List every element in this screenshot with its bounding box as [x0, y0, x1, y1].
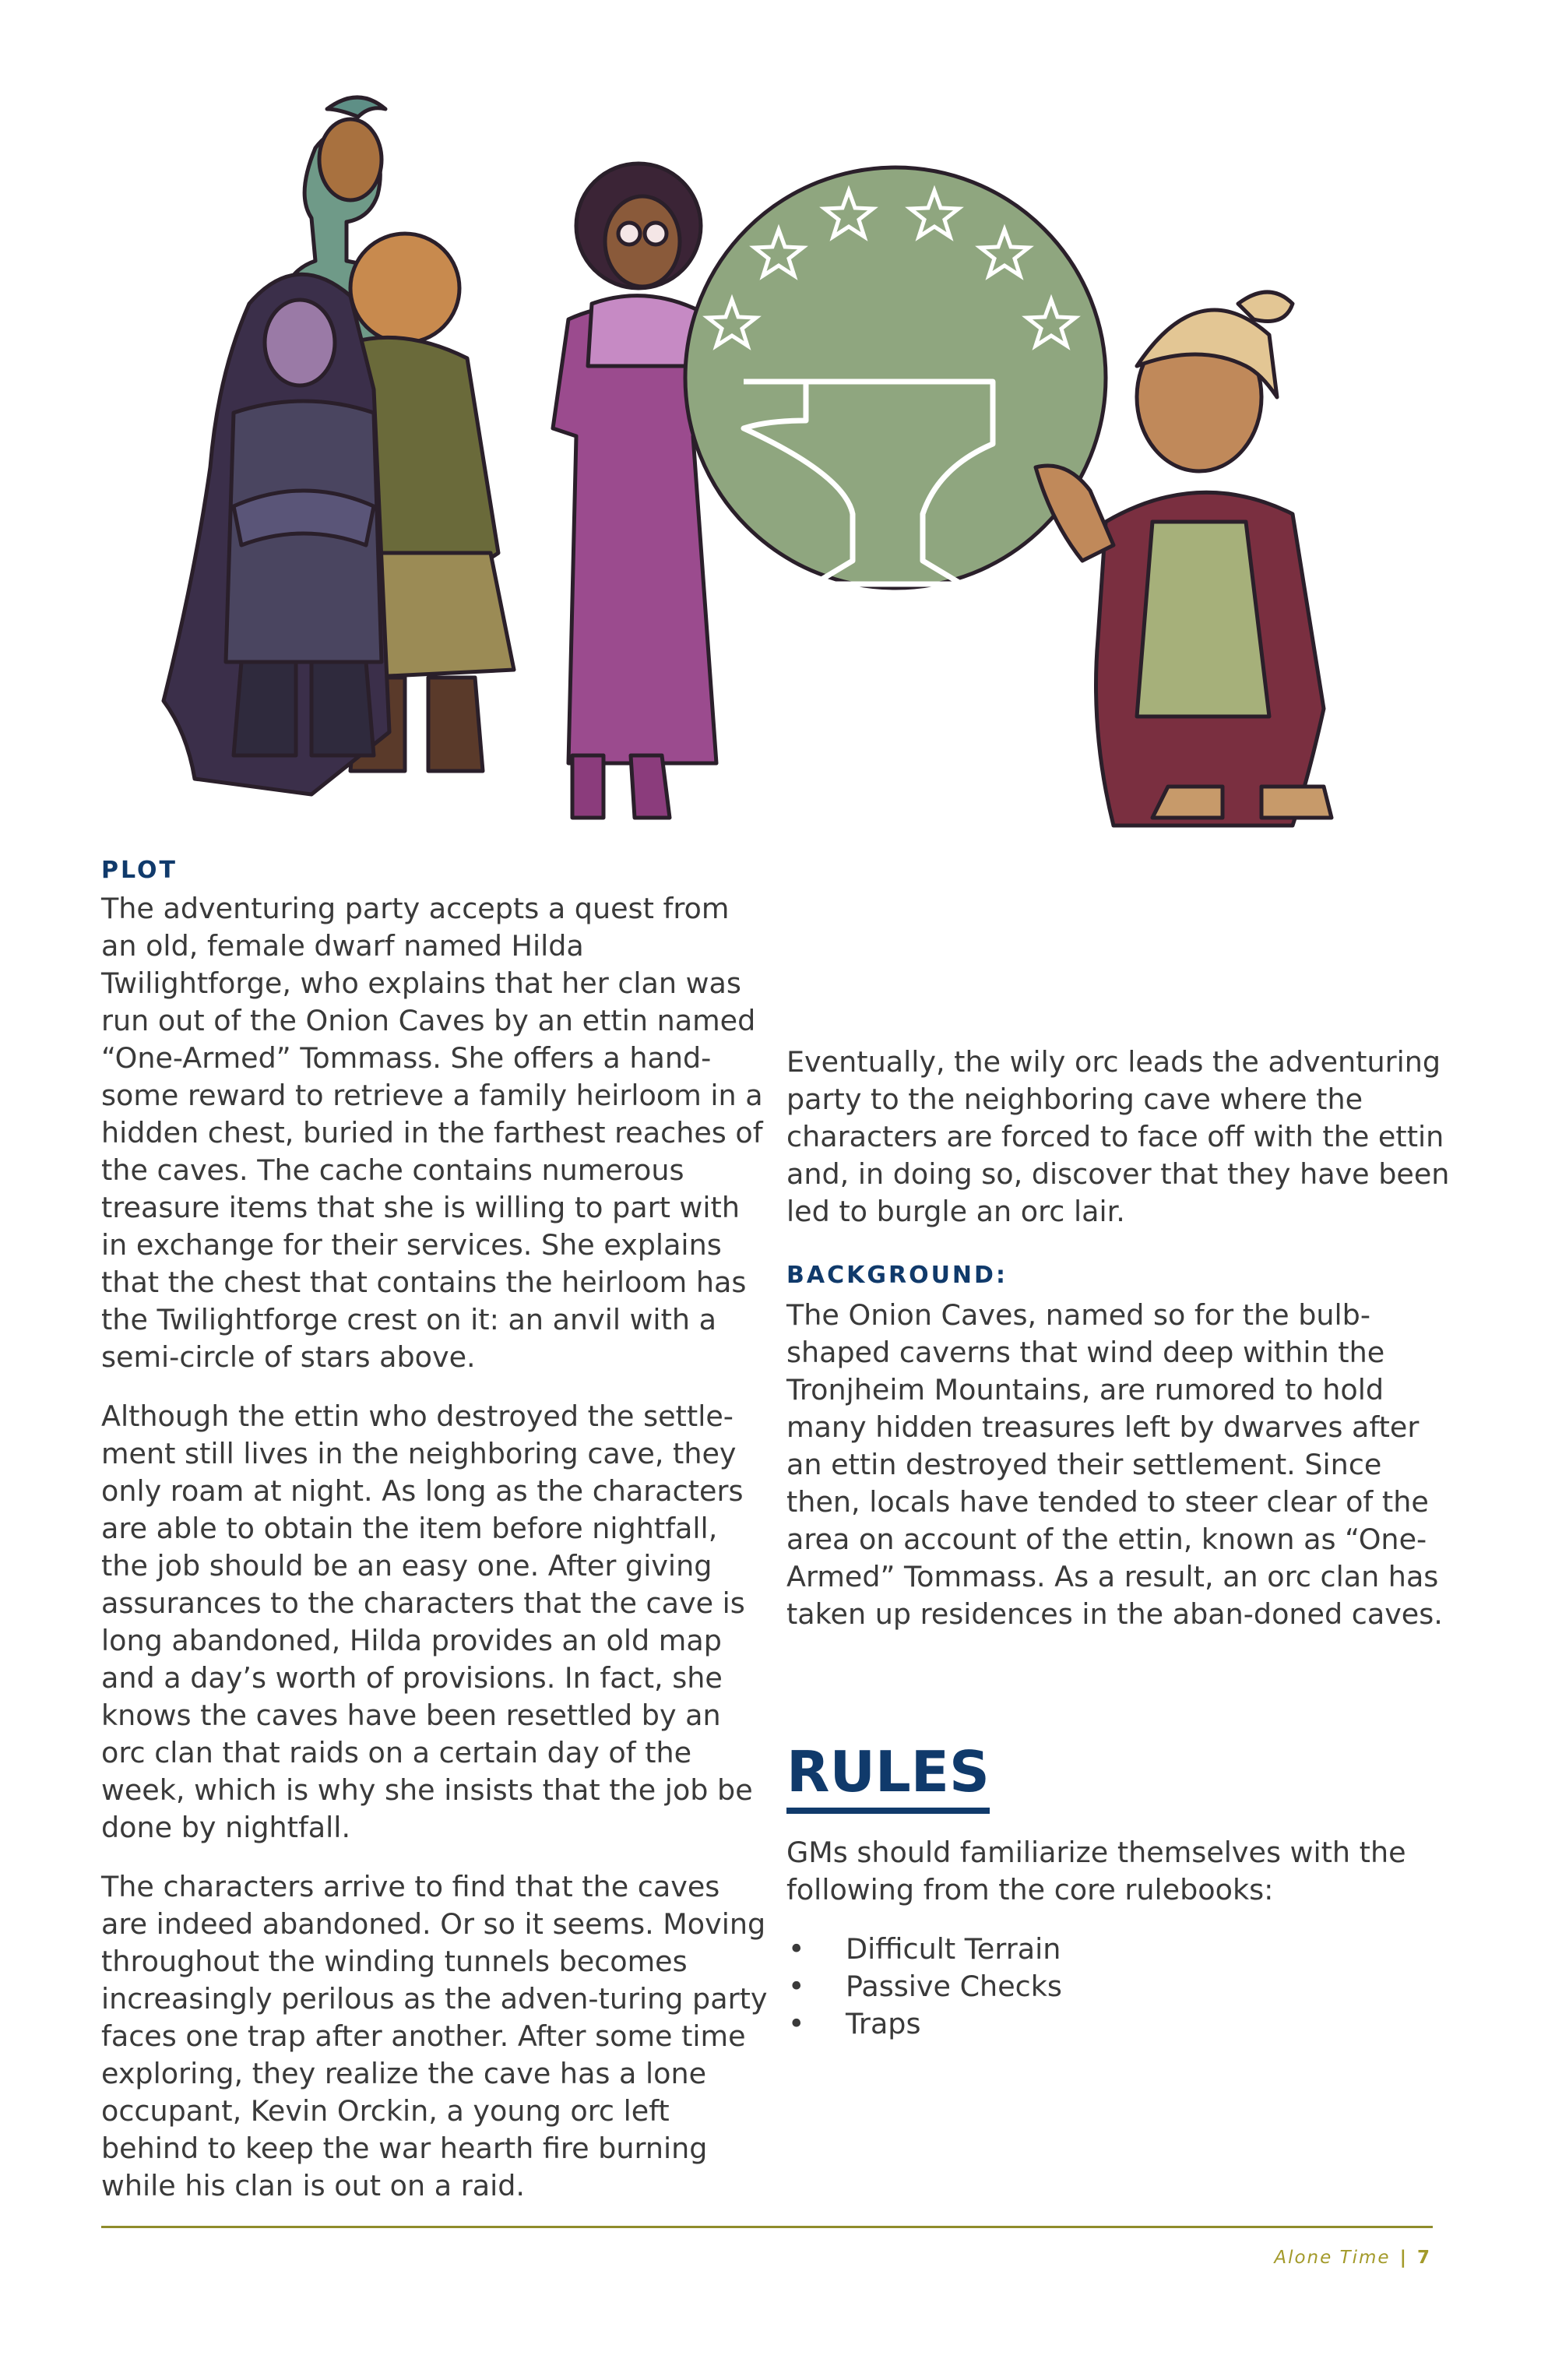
plot-paragraph-4: Eventually, the wily orc leads the adventuring party to the neighboring cave where the characters are forced to face off with the ettin and, in doing so, discover that they have been led to burgle an orc lair. [786, 1045, 1450, 1228]
rules-list [786, 1931, 1456, 2043]
left-column [101, 857, 771, 2205]
rules-item-label: Difficult Terrain [846, 1932, 1061, 1966]
twilightforge-crest-illustration [685, 167, 1106, 588]
plot-paragraph-1: The adventuring party accepts a quest from an old, female dwarf named Hilda Twilightforge, who explains that her clan was run out of the Onion Caves by an ettin named “One-Armed” Tommass. She offers a hand-some reward to retrieve a family heirloom in a hidden chest, buried in the farthest reaches of the caves. The cache contains numerous treasure items that she is willing to part with in exchange for their services. She explains that the chest that contains the heirloom has the Twilightforge crest on it: an anvil with a semi-circle of stars above. [101, 892, 763, 1374]
footer-title: Alone Time [1274, 2248, 1391, 2268]
right-column [786, 903, 1456, 2043]
background-heading: BACKGROUND: [786, 1262, 1008, 1289]
footer-divider [101, 2226, 1433, 2228]
bullet-icon: • [788, 2007, 805, 2040]
rules-item-label: Passive Checks [846, 1970, 1062, 2003]
bullet-icon: • [788, 1932, 805, 1966]
rules-list-item [786, 1968, 1456, 2005]
party-and-dwarf-illustration [93, 86, 1386, 849]
adventuring-party-illustration [164, 97, 716, 818]
page-number: 7 [1416, 2248, 1431, 2268]
rules-list-item [786, 1931, 1456, 1968]
plot-heading: PLOT [101, 857, 178, 884]
rules-list-item [786, 2005, 1456, 2043]
bullet-icon: • [788, 1970, 805, 2003]
plot-paragraph-3: The characters arrive to find that the caves are indeed abandoned. Or so it seems. Moving throughout the winding tunnels becomes increasingly perilous as the adven-turing party faces one trap after another. After some time exploring, they realize the cave has a lone occupant, Kevin Orckin, a young orc left behind to keep the war hearth fire burning while his clan is out on a raid. [101, 1870, 768, 2202]
rules-item-label: Traps [846, 2007, 921, 2040]
footer-separator: | [1399, 2248, 1408, 2268]
rules-title: RULES [786, 1741, 990, 1814]
background-paragraph: The Onion Caves, named so for the bulb-shaped caverns that wind deep within the Tronjheim Mountains, are rumored to hold many hidden treasures left by dwarves after an ettin destroyed their settlement. Since then, locals have tended to steer clear of the area on account of the ettin, known as “One-Armed” Tommass. As a result, an orc clan has taken up residences in the aban-doned caves. [786, 1298, 1443, 1631]
rules-intro: GMs should familiarize themselves with the following from the core rulebooks: [786, 1836, 1406, 1906]
page-footer [1274, 2248, 1431, 2268]
plot-paragraph-2: Although the ettin who destroyed the settle-ment still lives in the neighboring cave, they only roam at night. As long as the characters are able to obtain the item before nightfall, the job should be an easy one. After giving assurances to the characters that the cave is long abandoned, Hilda provides an old map and a day’s worth of provisions. In fact, she knows the caves have been resettled by an orc clan that raids on a certain day of the week, which is why she insists that the job be done by nightfall. [101, 1399, 753, 1844]
